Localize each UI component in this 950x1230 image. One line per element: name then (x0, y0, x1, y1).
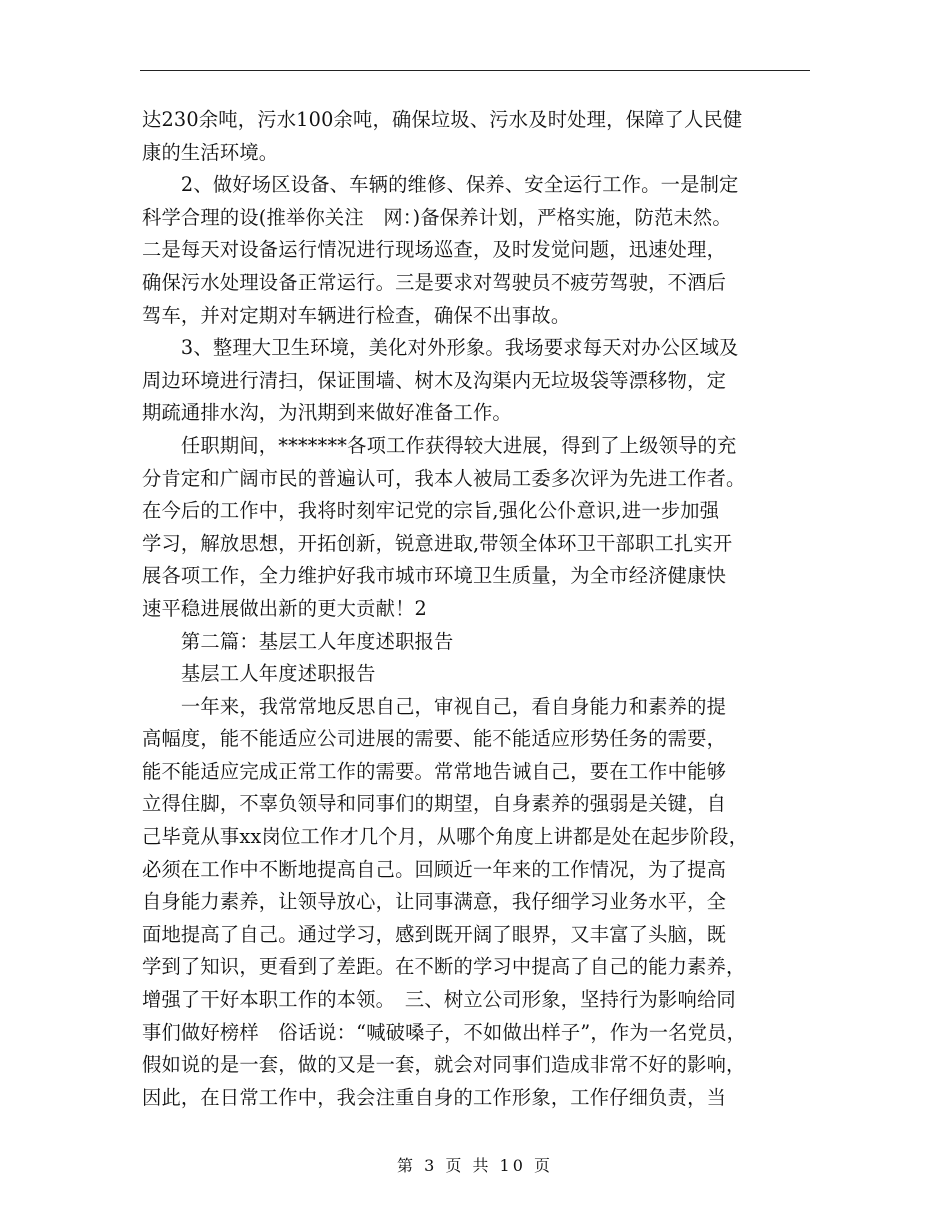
text-line: 己毕竟从事xx岗位工作才几个月，从哪个角度上讲都是处在起步阶段， (142, 825, 749, 849)
text-line: 能不能适应完成正常工作的需要。常常地告诫自己，要在工作中能够 (142, 759, 727, 783)
text-line: 达230余吨，污水100余吨，确保垃圾、污水及时处理，保障了人民健 (142, 108, 743, 131)
text-line: 康的生活环境。 (142, 140, 279, 164)
text-line: 自身能力素养，让领导放心，让同事满意，我仔细学习业务水平，全 (142, 890, 727, 914)
text-line: 学习，解放思想，开拓创新，锐意进取,带领全体环卫干部职工扎实开 (142, 531, 733, 555)
text-line: 二是每天对设备运行情况进行现场巡查，及时发觉问题，迅速处理， (142, 238, 727, 262)
text-line: 立得住脚，不辜负领导和同事们的期望，自身素养的强弱是关键，自 (142, 792, 727, 816)
text-line: 3、整理大卫生环境，美化对外形象。我场要求每天对办公区域及 (142, 336, 739, 360)
section-heading: 第二篇：基层工人年度述职报告 (142, 629, 454, 653)
text-line: 因此，在日常工作中，我会注重自身的工作形象，工作仔细负责，当 (142, 1085, 727, 1109)
text-line: 增强了干好本职工作的本领。 三、树立公司形象，坚持行为影响给同 (142, 988, 736, 1012)
text-line: 周边环境进行清扫，保证围墙、树木及沟渠内无垃圾袋等漂移物，定 (142, 368, 727, 392)
text-line: 假如说的是一套，做的又是一套，就会对同事们造成非常不好的影响， (142, 1053, 746, 1077)
text-line: 面地提高了自己。通过学习，感到既开阔了眼界，又丰富了头脑，既 (142, 922, 727, 946)
text-line: 期疏通排水沟，为汛期到来做好准备工作。 (142, 401, 512, 425)
text-line: 事们做好榜样 俗话说：“喊破嗓子，不如做出样子”，作为一名党员， (142, 1020, 747, 1044)
text-line: 科学合理的设(推举你关注 网：)备保养计划，严格实施，防范未然。 (142, 205, 732, 229)
text-line: 展各项工作，全力维护好我市城市环境卫生质量，为全市经济健康快 (142, 564, 727, 588)
text-line: 分肯定和广阔市民的普遍认可，我本人被局工委多次评为先进工作者。 (142, 466, 746, 490)
page-footer: 第 3 页 共 10 页 (397, 1156, 553, 1175)
text-line: 一年来，我常常地反思自己，审视自己，看自身能力和素养的提 (142, 694, 727, 718)
header-rule (140, 70, 810, 71)
text-line: 高幅度，能不能适应公司进展的需要、能不能适应形势任务的需要， (142, 727, 727, 751)
text-line: 驾车，并对定期对车辆进行检查，确保不出事故。 (142, 303, 571, 327)
text-line: 学到了知识，更看到了差距。在不断的学习中提高了自己的能力素养， (142, 955, 746, 979)
report-title: 基层工人年度述职报告 (142, 662, 376, 686)
text-line: 在今后的工作中，我将时刻牢记党的宗旨,强化公仆意识,进一步加强 (142, 499, 720, 523)
document-body (142, 104, 822, 1114)
text-line: 2、做好场区设备、车辆的维修、保养、安全运行工作。一是制定 (142, 173, 739, 197)
text-line: 必须在工作中不断地提高自己。回顾近一年来的工作情况，为了提高 (142, 857, 727, 881)
text-line: 任职期间，*******各项工作获得较大进展，得到了上级领导的充 (142, 433, 737, 457)
text-line: 确保污水处理设备正常运行。三是要求对驾驶员不疲劳驾驶，不酒后 (142, 270, 727, 294)
text-line: 速平稳进展做出新的更大贡献！2 (142, 596, 428, 620)
